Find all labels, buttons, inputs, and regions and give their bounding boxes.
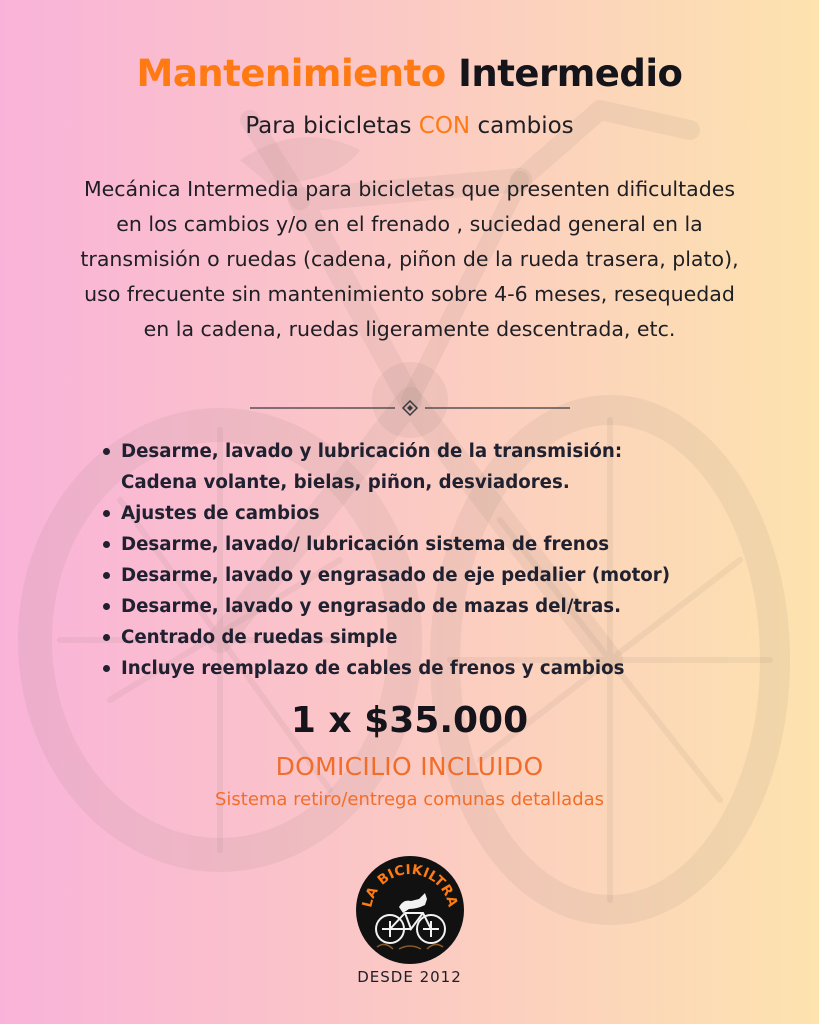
subtitle <box>0 113 819 139</box>
list-item <box>103 560 743 591</box>
title-part-1: Mantenimiento <box>136 52 446 95</box>
bullet-icon <box>103 572 110 579</box>
list-item <box>103 591 743 622</box>
delivery-headline: DOMICILIO INCLUIDO <box>275 752 544 781</box>
feature-list <box>103 436 743 684</box>
feature-text: Desarme, lavado y lubricación de la transmisión: <box>121 441 623 462</box>
list-item <box>103 436 743 498</box>
feature-text: Ajustes de cambios <box>121 503 320 524</box>
list-item <box>103 498 743 529</box>
feature-text: Desarme, lavado y engrasado de eje pedalier (motor) <box>121 565 671 586</box>
divider-ornament <box>250 400 570 416</box>
price-label: 1 x $35.000 <box>290 700 529 741</box>
bullet-icon <box>103 510 110 517</box>
title-part-2: Intermedio <box>458 52 683 95</box>
subtitle-pre: Para bicicletas <box>245 113 412 139</box>
list-item <box>103 653 743 684</box>
subtitle-post: cambios <box>477 113 574 139</box>
bullet-icon <box>103 448 110 455</box>
feature-text: Centrado de ruedas simple <box>121 627 398 648</box>
delivery-note: Sistema retiro/entrega comunas detalladas <box>214 789 605 810</box>
bullet-icon <box>103 665 110 672</box>
page-title <box>0 52 819 95</box>
feature-text: Desarme, lavado y engrasado de mazas del/tras. <box>121 596 622 617</box>
list-item <box>103 529 743 560</box>
feature-text: Desarme, lavado/ lubricación sistema de frenos <box>121 534 610 555</box>
bullet-icon <box>103 634 110 641</box>
bicikiltra-logo-icon <box>355 855 465 965</box>
service-description: Mecánica Intermedia para bicicletas que presenten dificultades en los cambios y/o en el frenado , suciedad general en la transmisión o ruedas (cadena, piñon de la rueda trasera, plato), uso frecuente sin mantenimiento sobre 4-6 meses, resequedad en la cadena, ruedas ligeramente descentrada, etc. <box>80 177 739 341</box>
logo-text: LA BICIKILTRA <box>359 861 461 910</box>
list-item <box>103 622 743 653</box>
bullet-icon <box>103 541 110 548</box>
feature-text: Incluye reemplazo de cables de frenos y cambios <box>121 658 625 679</box>
bullet-icon <box>103 603 110 610</box>
feature-continuation: Cadena volante, bielas, piñon, desviadores. <box>121 472 570 493</box>
subtitle-accent: CON <box>418 113 471 139</box>
since-label: DESDE 2012 <box>357 968 462 986</box>
